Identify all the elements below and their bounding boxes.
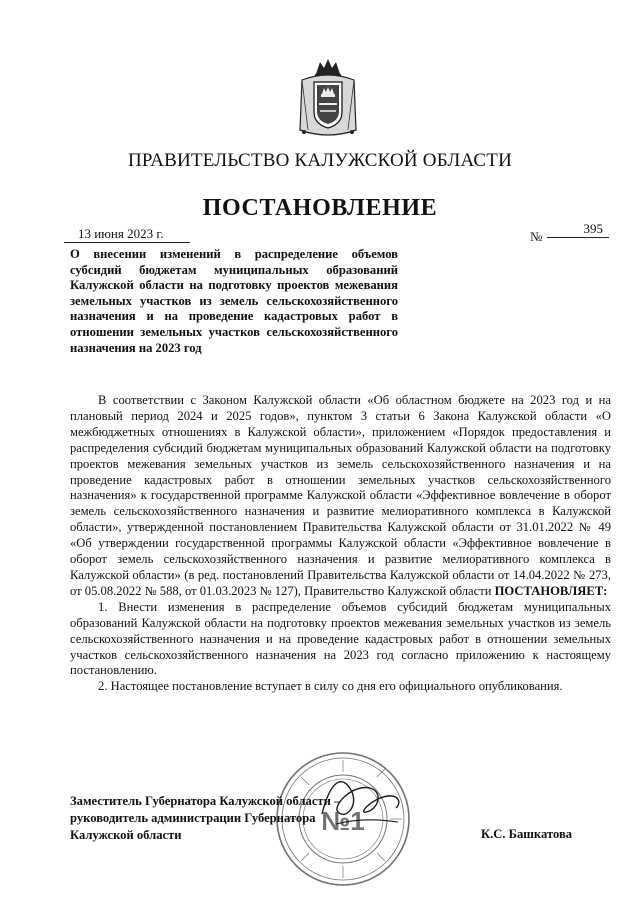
- preamble-text: В соответствии с Законом Калужской области «Об областном бюджете на 2023 год и на плановый период 2024 и 2025 годов», пунктом 3 статьи 6 Закона Калужской области «О межбюджетных отношениях в Калужской области», приложением «Порядок предоставления и распределения субсидий бюджетам муниципальных образований Калужской области на подготовку проектов межевания земельных участков из земель сельскохозяйственного назначения и на проведение кадастровых работ в отношении земельных участков сельскохозяйственного назначения» к государственной программе Калужской области «Эффективное вовлечение в оборот земель сельскохозяйственного назначения и развитие мелиоративного комплекса в Калужской области», утвержденной постановлением Правительства Калужской области от 31.01.2022 № 49 «Об утверждении государственной программы Калужской области «Эффективное вовлечение в оборот земель сельскохозяйственного назначения и развитие мелиоративного комплекса в Калужской области» (в ред. постановлений Правительства Калужской области от 14.04.2022 № 273, от 05.08.2022 № 588, от 01.03.2023 № 127), Правительство Калужской области: [70, 393, 611, 598]
- position-line-1: Заместитель Губернатора Калужской области –: [70, 794, 341, 808]
- item-1-paragraph: 1. Внести изменения в распределение объемов субсидий бюджетам муниципальных образований Калужской области на подготовку проектов межевания земельных участков из земель сельскохозяйственного назначения и на проведение кадастровых работ в отношении земельных участков сельскохозяйственного назначения на 2023 год согласно приложению к настоящему постановлению.: [70, 599, 611, 678]
- signatory-position: [70, 793, 340, 844]
- position-line-2: руководитель администрации Губернатора: [70, 811, 316, 825]
- position-line-3: Калужской области: [70, 828, 182, 842]
- document-subject: О внесении изменений в распределение объемов субсидий бюджетам муниципальных образований Калужской области на подготовку проектов межевания земельных участков из земель сельскохозяйственного назначения и на проведение кадастровых работ в отношении земельных участков сельскохозяйственного назначения на 2023 год: [70, 247, 398, 355]
- preamble-paragraph: [70, 393, 611, 600]
- item-2-paragraph: 2. Настоящее постановление вступает в силу со дня его официального опубликования.: [98, 679, 563, 694]
- coat-of-arms-icon: [298, 56, 358, 138]
- decree-word: ПОСТАНОВЛЯЕТ:: [494, 583, 608, 598]
- number-label: №: [530, 229, 543, 244]
- document-body: [70, 393, 611, 695]
- government-title: ПРАВИТЕЛЬСТВО КАЛУЖСКОЙ ОБЛАСТИ: [127, 150, 513, 171]
- seal-number: №1: [321, 806, 365, 836]
- document-number: 395: [547, 221, 609, 238]
- document-type-title: ПОСТАНОВЛЕНИЕ: [202, 195, 438, 221]
- signatory-name: К.С. Башкатова: [481, 827, 573, 841]
- document-date: 13 июня 2023 г.: [64, 226, 190, 243]
